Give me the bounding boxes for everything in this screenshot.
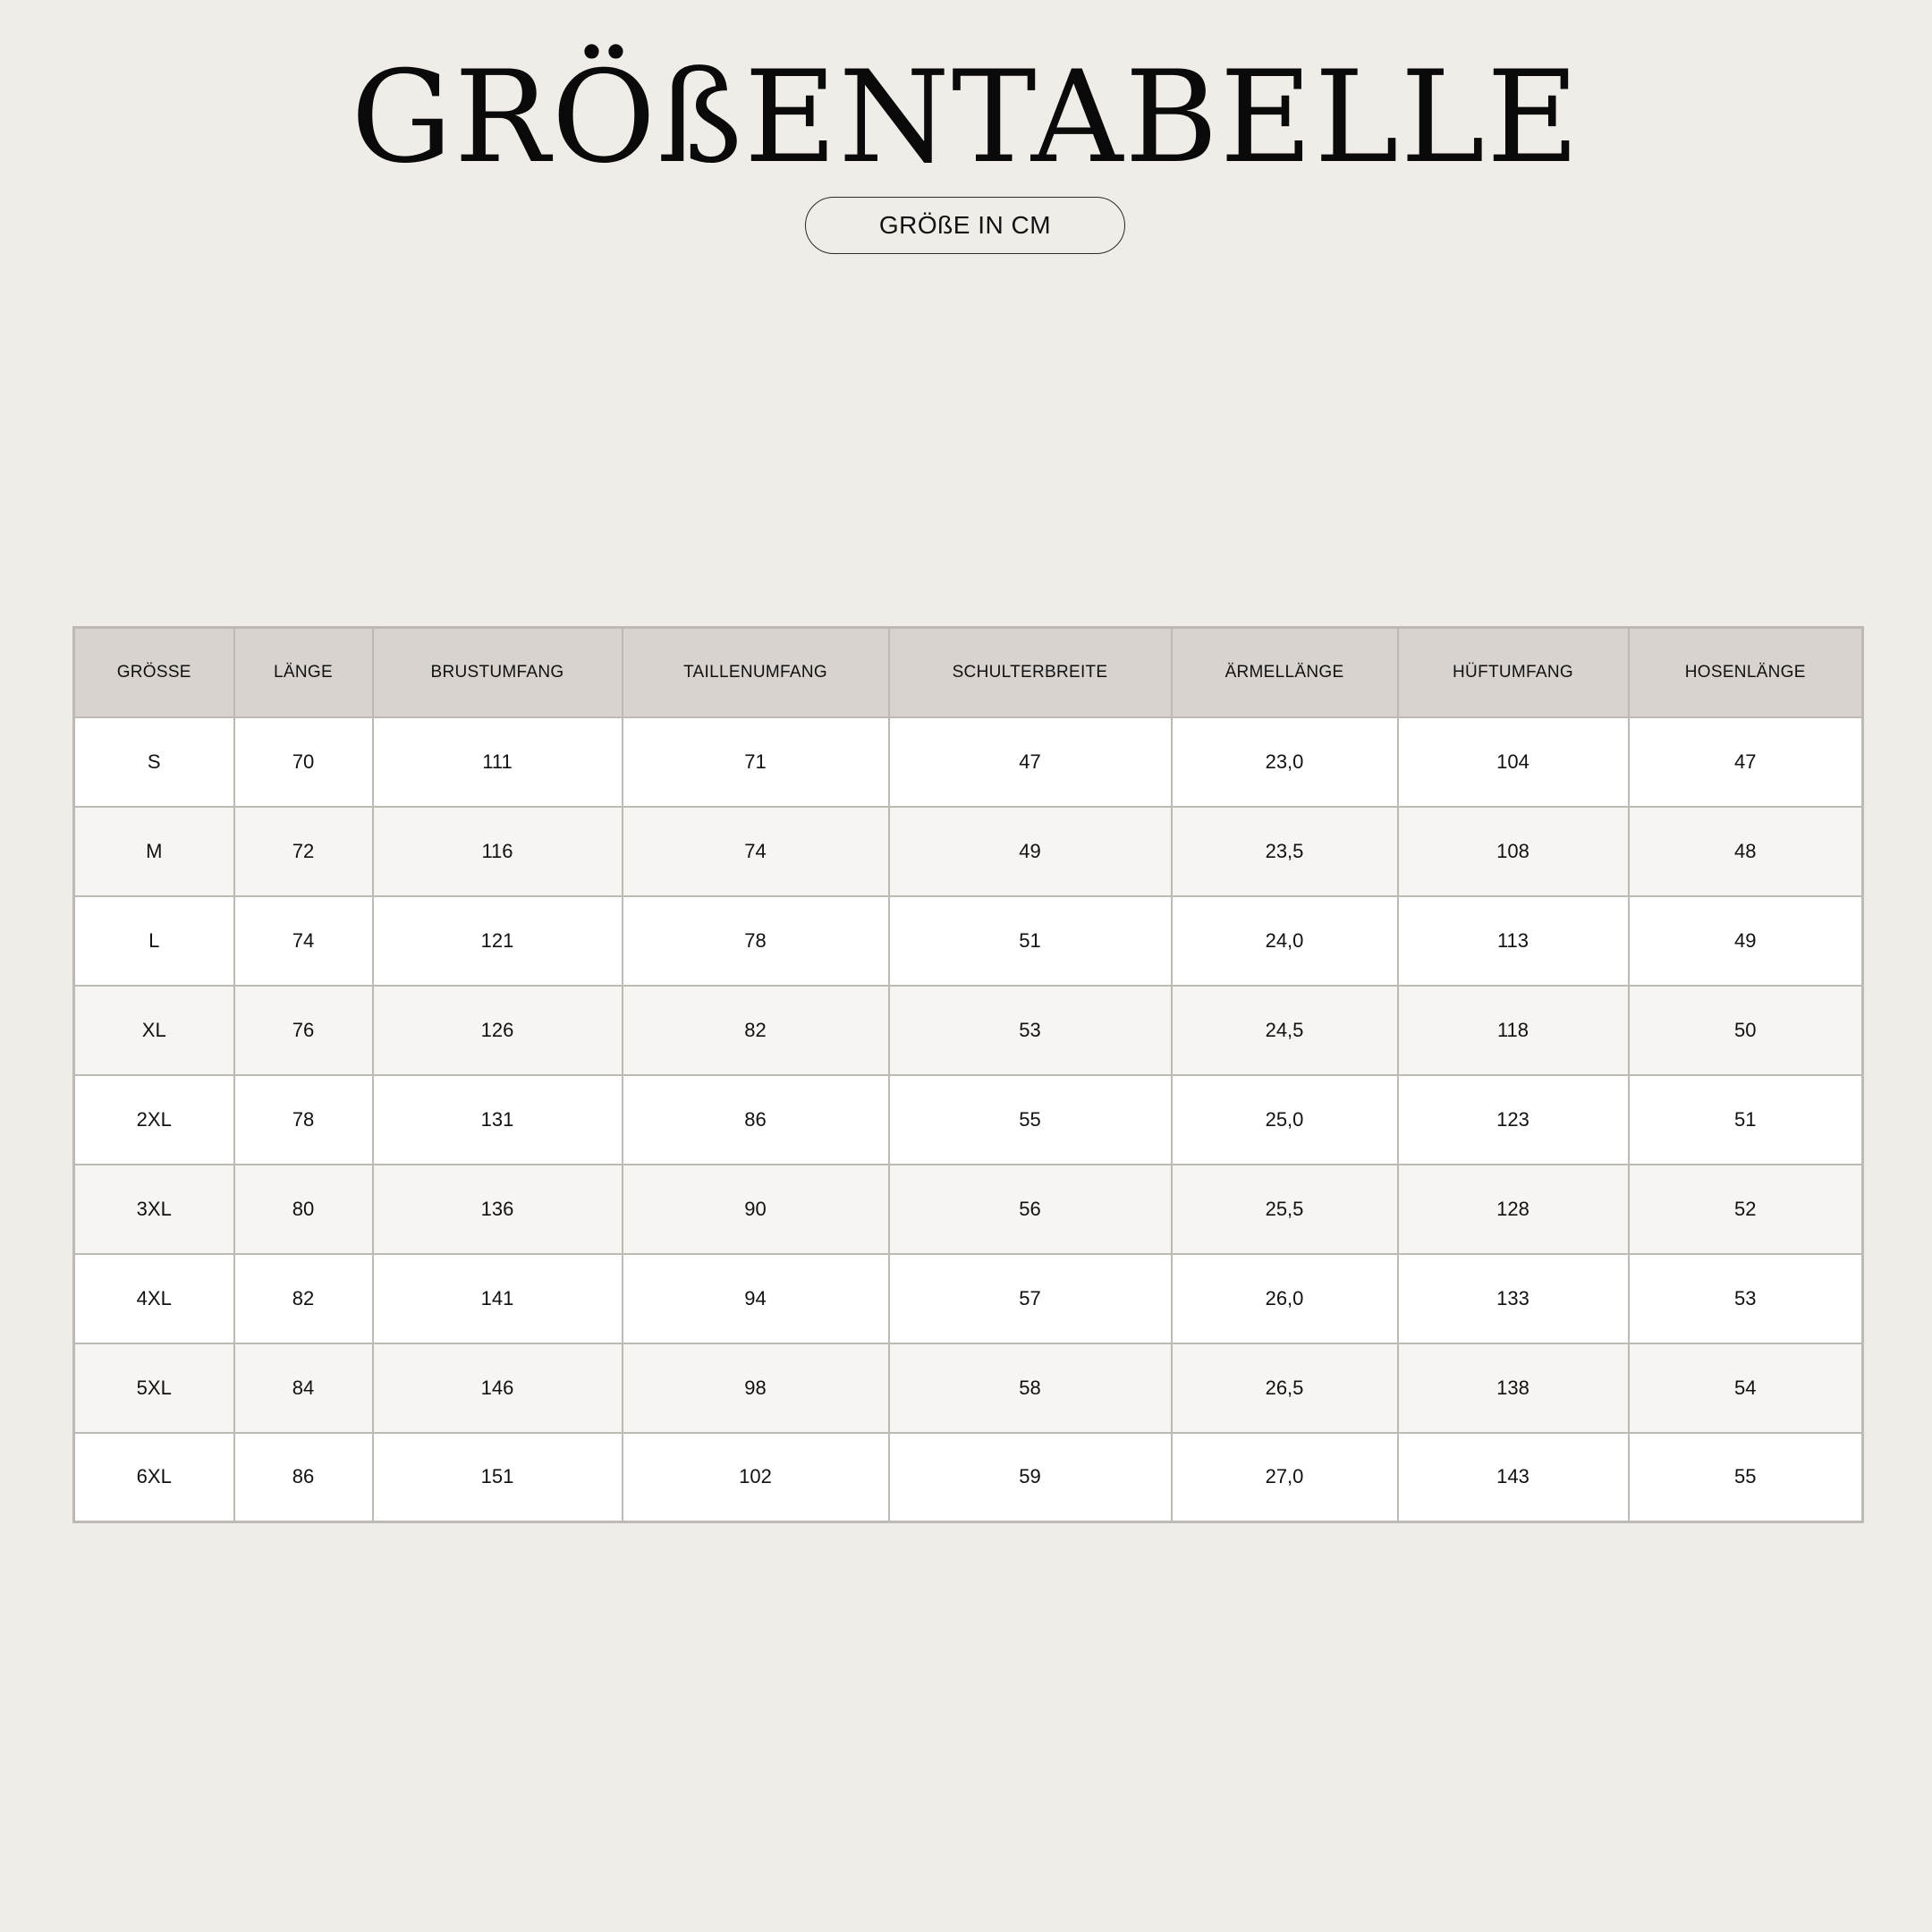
table-cell: 50: [1629, 986, 1863, 1075]
table-cell: 52: [1629, 1165, 1863, 1254]
table-cell: 47: [1629, 717, 1863, 807]
table-cell: 54: [1629, 1343, 1863, 1433]
page-title: GRÖßENTABELLE: [351, 44, 1581, 191]
table-cell: 4XL: [74, 1254, 234, 1343]
table-cell: 94: [623, 1254, 889, 1343]
table-cell: 71: [623, 717, 889, 807]
table-cell: 104: [1398, 717, 1629, 807]
table-cell: 74: [234, 896, 373, 986]
column-header: HÜFTUMFANG: [1398, 628, 1629, 717]
table-cell: 141: [373, 1254, 623, 1343]
table-cell: 116: [373, 807, 623, 896]
table-cell: 86: [623, 1075, 889, 1165]
table-cell: 98: [623, 1343, 889, 1433]
table-cell: 2XL: [74, 1075, 234, 1165]
table-cell: 53: [1629, 1254, 1863, 1343]
table-cell: 136: [373, 1165, 623, 1254]
table-row: [74, 1165, 1863, 1254]
table-cell: 86: [234, 1433, 373, 1522]
table-cell: 102: [623, 1433, 889, 1522]
unit-badge: [805, 197, 1125, 254]
table-cell: 25,5: [1172, 1165, 1398, 1254]
table-cell: L: [74, 896, 234, 986]
table-cell: 118: [1398, 986, 1629, 1075]
table-cell: 90: [623, 1165, 889, 1254]
table-cell: 26,0: [1172, 1254, 1398, 1343]
table-cell: 3XL: [74, 1165, 234, 1254]
table-row: [74, 1254, 1863, 1343]
table-cell: 80: [234, 1165, 373, 1254]
table-cell: 57: [889, 1254, 1172, 1343]
table-cell: M: [74, 807, 234, 896]
table-cell: 70: [234, 717, 373, 807]
column-header: ÄRMELLÄNGE: [1172, 628, 1398, 717]
table-cell: 108: [1398, 807, 1629, 896]
table-cell: 55: [1629, 1433, 1863, 1522]
table-cell: 24,0: [1172, 896, 1398, 986]
table-cell: 111: [373, 717, 623, 807]
table-cell: 151: [373, 1433, 623, 1522]
table-cell: 26,5: [1172, 1343, 1398, 1433]
table-cell: 78: [234, 1075, 373, 1165]
table-body: [74, 717, 1863, 1522]
table-row: [74, 717, 1863, 807]
table-cell: 131: [373, 1075, 623, 1165]
table-cell: 121: [373, 896, 623, 986]
table-cell: 56: [889, 1165, 1172, 1254]
unit-badge-label: GRÖßE IN CM: [878, 211, 1052, 239]
table-cell: 51: [889, 896, 1172, 986]
table-cell: 24,5: [1172, 986, 1398, 1075]
table-row: [74, 1343, 1863, 1433]
table-cell: 72: [234, 807, 373, 896]
table-cell: 74: [623, 807, 889, 896]
table-cell: 138: [1398, 1343, 1629, 1433]
table-cell: 113: [1398, 896, 1629, 986]
table-cell: 126: [373, 986, 623, 1075]
table-cell: 53: [889, 986, 1172, 1075]
column-header: HOSENLÄNGE: [1629, 628, 1863, 717]
column-header: TAILLENUMFANG: [623, 628, 889, 717]
table-cell: 133: [1398, 1254, 1629, 1343]
table-cell: 27,0: [1172, 1433, 1398, 1522]
column-header: SCHULTERBREITE: [889, 628, 1172, 717]
table-cell: 5XL: [74, 1343, 234, 1433]
table-cell: 6XL: [74, 1433, 234, 1522]
table-cell: S: [74, 717, 234, 807]
table-cell: 59: [889, 1433, 1172, 1522]
table-cell: 84: [234, 1343, 373, 1433]
table-row: [74, 896, 1863, 986]
table-cell: 48: [1629, 807, 1863, 896]
table-cell: 82: [623, 986, 889, 1075]
table-cell: 49: [1629, 896, 1863, 986]
column-header: BRUSTUMFANG: [373, 628, 623, 717]
table-cell: 51: [1629, 1075, 1863, 1165]
table-row: [74, 1433, 1863, 1522]
table-cell: 143: [1398, 1433, 1629, 1522]
table-cell: 58: [889, 1343, 1172, 1433]
table-cell: 49: [889, 807, 1172, 896]
table-cell: 76: [234, 986, 373, 1075]
table-cell: 82: [234, 1254, 373, 1343]
table-row: [74, 807, 1863, 896]
table-row: [74, 1075, 1863, 1165]
table-cell: 47: [889, 717, 1172, 807]
table-cell: 146: [373, 1343, 623, 1433]
table-cell: 23,0: [1172, 717, 1398, 807]
table-row: [74, 986, 1863, 1075]
table-cell: 55: [889, 1075, 1172, 1165]
table-cell: 128: [1398, 1165, 1629, 1254]
size-table: [72, 626, 1864, 1523]
table-cell: 25,0: [1172, 1075, 1398, 1165]
table-header-row: [74, 628, 1863, 717]
table-cell: 78: [623, 896, 889, 986]
table-cell: 123: [1398, 1075, 1629, 1165]
column-header: LÄNGE: [234, 628, 373, 717]
table-cell: 23,5: [1172, 807, 1398, 896]
column-header: GRÖSSE: [74, 628, 234, 717]
table-cell: XL: [74, 986, 234, 1075]
